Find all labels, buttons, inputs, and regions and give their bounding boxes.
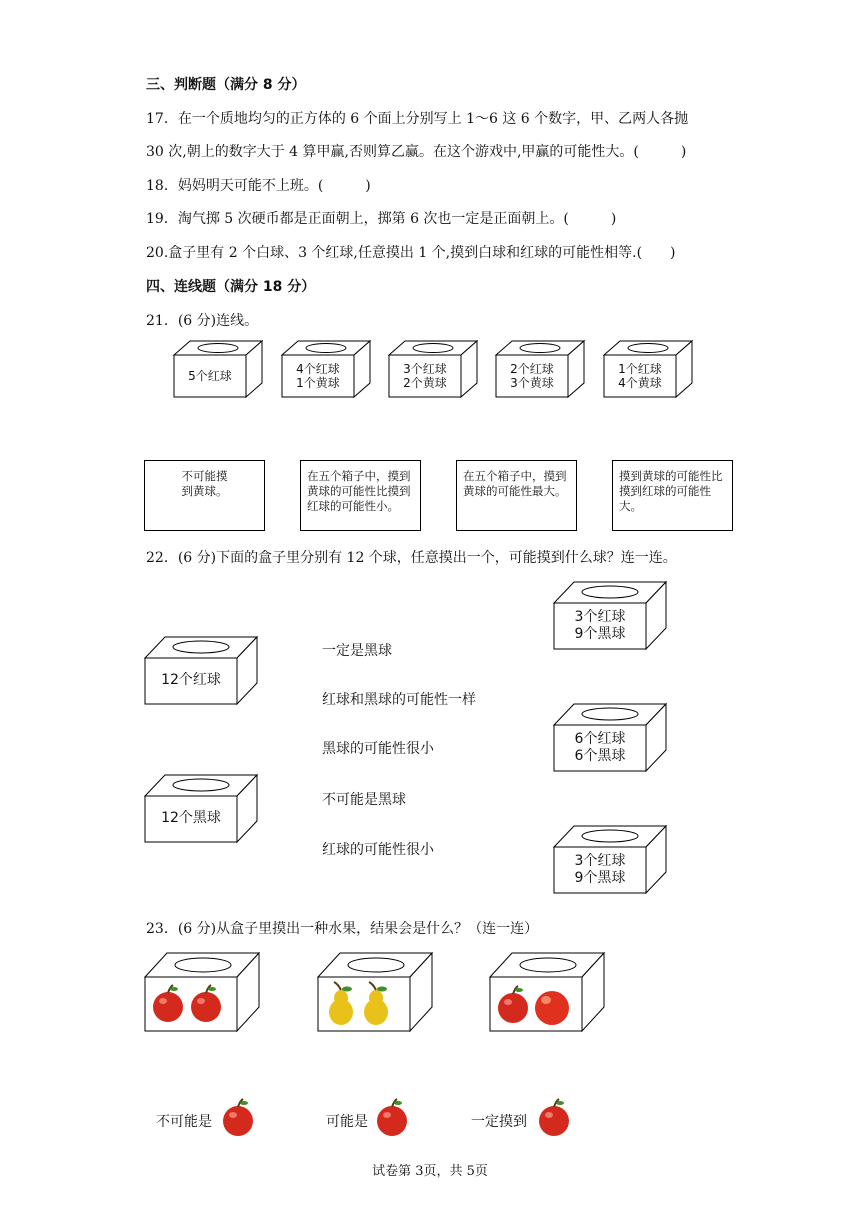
q22-option: 红球和黑球的可能性一样 <box>322 692 476 708</box>
apple-icon <box>539 1099 569 1136</box>
q23-label: 可能是 <box>326 1114 368 1130</box>
q23-label: 不可能是 <box>156 1114 212 1130</box>
q22-right-box-2-label: 6个红球 6个黑球 <box>574 731 626 764</box>
q22-left-box-1 <box>145 637 257 704</box>
section-4-heading: 四、连线题（满分 18 分） <box>146 279 316 295</box>
q22-option: 黑球的可能性很小 <box>322 741 434 757</box>
question-19: 19．淘气掷 5 次硬币都是正面朝上，掷第 6 次也一定是正面朝上。( ) <box>146 211 617 227</box>
section-3-heading: 三、判断题（满分 8 分） <box>146 77 306 93</box>
question-23-prompt: 23．(6 分)从盒子里摸出一种水果，结果会是什么？（连一连） <box>146 921 539 937</box>
question-18: 18．妈妈明天可能不上班。( ) <box>146 178 371 194</box>
peach-icon <box>535 991 569 1025</box>
question-21-prompt: 21．(6 分)连线。 <box>146 313 259 329</box>
question-20: 20.盒子里有 2 个白球、3 个红球,任意摸出 1 个,摸到白球和红球的可能性相等.( ) <box>146 245 676 261</box>
apple-icon <box>223 1099 253 1136</box>
q22-right-box-3-label: 3个红球 9个黑球 <box>574 853 626 886</box>
q21-box-3-label: 3个红球 2个黄球 <box>403 362 447 390</box>
q22-option: 红球的可能性很小 <box>322 842 434 858</box>
q22-option: 不可能是黑球 <box>322 792 406 808</box>
question-17-line-2: 30 次,朝上的数字大于 4 算甲赢,否则算乙赢。在这个游戏中,甲赢的可能性大。( ) <box>146 144 687 160</box>
page-footer: 试卷第 3页，共 5页 <box>372 1164 488 1179</box>
q21-box-4-label: 2个红球 3个黄球 <box>510 362 554 390</box>
q21-box-5-label: 1个红球 4个黄球 <box>618 362 662 390</box>
question-22-prompt: 22．(6 分)下面的盒子里分别有 12 个球，任意摸出一个，可能摸到什么球？连一连。 <box>146 550 677 566</box>
q22-option: 一定是黑球 <box>322 643 392 659</box>
q22-left-box-2 <box>145 775 257 842</box>
q21-box-2-label: 4个红球 1个黄球 <box>296 362 340 390</box>
q22-right-box-1-label: 3个红球 9个黑球 <box>574 609 626 642</box>
apple-icon <box>377 1099 407 1136</box>
statement-box: 在五个箱子中，摸到 黄球的可能性比摸到 红球的可能性小。 <box>300 460 421 531</box>
q21-box-1-label: 5个红球 <box>188 369 232 383</box>
statement-box: 在五个箱子中，摸到 黄球的可能性最大。 <box>456 460 577 531</box>
q23-label: 一定摸到 <box>471 1114 527 1130</box>
q22-left-box-1-label: 12个红球 <box>161 672 221 688</box>
statement-box: 不可能摸 到黄球。 <box>144 460 265 531</box>
question-17-line-1: 17．在一个质地均匀的正方体的 6 个面上分别写上 1～6 这 6 个数字，甲、乙两人各抛 <box>146 111 689 127</box>
q22-left-box-2-label: 12个黑球 <box>161 810 221 826</box>
statement-box: 摸到黄球的可能性比 摸到红球的可能性大。 <box>612 460 733 531</box>
